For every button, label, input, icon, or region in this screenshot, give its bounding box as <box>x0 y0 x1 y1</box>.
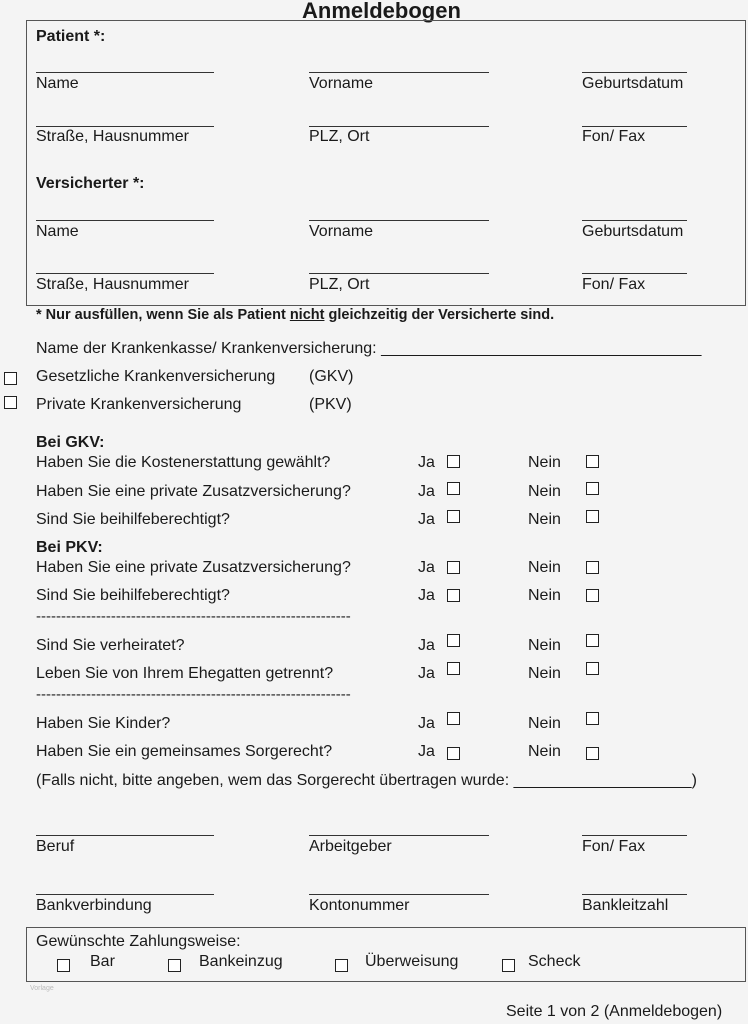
sorgerecht-note: (Falls nicht, bitte angeben, wem das Sorgerecht übertragen wurde: ____________________) <box>36 772 697 789</box>
job-fon-label: Fon/ Fax <box>582 838 646 855</box>
bankverbindung-label: Bankverbindung <box>36 897 152 914</box>
payment-ueberweisung-checkbox[interactable] <box>335 959 348 972</box>
gkv-q3-no-checkbox[interactable] <box>586 510 599 523</box>
versicherter-fon-label: Fon/ Fax <box>582 276 646 293</box>
yes-label: Ja <box>418 454 435 471</box>
page-title: Anmeldebogen <box>302 0 461 23</box>
family-question-1: Sind Sie verheiratet? <box>36 637 185 654</box>
family-q2-yes-checkbox[interactable] <box>447 662 460 675</box>
versicherter-geburtsdatum-line[interactable] <box>582 220 687 221</box>
page-footer: Seite 1 von 2 (Anmeldebogen) <box>506 1003 723 1020</box>
patient-vorname-line[interactable] <box>309 72 489 73</box>
patient-geburtsdatum-label: Geburtsdatum <box>582 75 684 92</box>
patient-name-line[interactable] <box>36 72 214 73</box>
family-q2-no-checkbox[interactable] <box>586 662 599 675</box>
kontonummer-label: Kontonummer <box>309 897 410 914</box>
gkv-option-abbr: (GKV) <box>309 368 354 385</box>
pkv-checkbox[interactable] <box>4 396 17 409</box>
footnote-before: * Nur ausfüllen, wenn Sie als Patient <box>36 307 290 323</box>
gkv-heading: Bei GKV: <box>36 434 105 451</box>
versicherter-strasse-label: Straße, Hausnummer <box>36 276 189 293</box>
versicherter-strasse-line[interactable] <box>36 273 214 274</box>
yes-label: Ja <box>418 587 435 604</box>
no-label: Nein <box>528 665 561 682</box>
no-label: Nein <box>528 715 561 732</box>
pkv-q2-yes-checkbox[interactable] <box>447 589 460 602</box>
patient-strasse-label: Straße, Hausnummer <box>36 128 189 145</box>
arbeitgeber-line[interactable] <box>309 835 489 836</box>
no-label: Nein <box>528 559 561 576</box>
arbeitgeber-label: Arbeitgeber <box>309 838 392 855</box>
patient-geburtsdatum-line[interactable] <box>582 72 687 73</box>
gkv-option-label: Gesetzliche Krankenversicherung <box>36 368 276 385</box>
yes-label: Ja <box>418 743 435 760</box>
payment-bankeinzug-label: Bankeinzug <box>199 953 283 970</box>
versicherter-vorname-line[interactable] <box>309 220 489 221</box>
krankenkasse-label: Name der Krankenkasse/ Krankenversicherung: ____________________________________ <box>36 340 702 357</box>
gkv-q2-yes-checkbox[interactable] <box>447 482 460 495</box>
yes-label: Ja <box>418 483 435 500</box>
yes-label: Ja <box>418 715 435 732</box>
gkv-q2-no-checkbox[interactable] <box>586 482 599 495</box>
gkv-q3-yes-checkbox[interactable] <box>447 510 460 523</box>
versicherter-name-label: Name <box>36 223 79 240</box>
children-q2-no-checkbox[interactable] <box>586 747 599 760</box>
no-label: Nein <box>528 511 561 528</box>
patient-fon-label: Fon/ Fax <box>582 128 646 145</box>
patient-vorname-label: Vorname <box>309 75 374 92</box>
personal-data-box <box>26 20 746 306</box>
beruf-line[interactable] <box>36 835 214 836</box>
yes-label: Ja <box>418 559 435 576</box>
payment-bar-label: Bar <box>90 953 115 970</box>
pkv-q2-no-checkbox[interactable] <box>586 589 599 602</box>
pkv-q1-yes-checkbox[interactable] <box>447 561 460 574</box>
kontonummer-line[interactable] <box>309 894 489 895</box>
pkv-question-2: Sind Sie beihilfeberechtigt? <box>36 587 230 604</box>
bankverbindung-line[interactable] <box>36 894 214 895</box>
patient-fon-line[interactable] <box>582 126 687 127</box>
versicherter-name-line[interactable] <box>36 220 214 221</box>
patient-heading: Patient *: <box>36 28 106 45</box>
yes-label: Ja <box>418 637 435 654</box>
separator-2: --------------------------------------------------------------- <box>36 686 351 703</box>
children-q1-no-checkbox[interactable] <box>586 712 599 725</box>
versicherter-plz-line[interactable] <box>309 273 489 274</box>
payment-bar-checkbox[interactable] <box>57 959 70 972</box>
no-label: Nein <box>528 587 561 604</box>
bankleitzahl-label: Bankleitzahl <box>582 897 669 914</box>
children-question-1: Haben Sie Kinder? <box>36 715 171 732</box>
family-q1-no-checkbox[interactable] <box>586 634 599 647</box>
footnote <box>36 307 554 323</box>
patient-plz-line[interactable] <box>309 126 489 127</box>
footnote-underlined: nicht <box>289 307 325 323</box>
versicherter-fon-line[interactable] <box>582 273 687 274</box>
patient-strasse-line[interactable] <box>36 126 214 127</box>
patient-name-label: Name <box>36 75 79 92</box>
children-q1-yes-checkbox[interactable] <box>447 712 460 725</box>
gkv-q1-no-checkbox[interactable] <box>586 455 599 468</box>
separator-1: --------------------------------------------------------------- <box>36 608 351 625</box>
versicherter-vorname-label: Vorname <box>309 223 374 240</box>
pkv-question-1: Haben Sie eine private Zusatzversicherung? <box>36 559 351 576</box>
versicherter-heading: Versicherter *: <box>36 175 145 192</box>
gkv-question-1: Haben Sie die Kostenerstattung gewählt? <box>36 454 331 471</box>
payment-ueberweisung-label: Überweisung <box>365 953 459 970</box>
children-question-2: Haben Sie ein gemeinsames Sorgerecht? <box>36 743 333 760</box>
tiny-mark: Vorlage <box>30 985 54 992</box>
payment-scheck-checkbox[interactable] <box>502 959 515 972</box>
versicherter-plz-label: PLZ, Ort <box>309 276 370 293</box>
versicherter-geburtsdatum-label: Geburtsdatum <box>582 223 684 240</box>
gkv-checkbox[interactable] <box>4 372 17 385</box>
pkv-option-abbr: (PKV) <box>309 396 352 413</box>
pkv-option-label: Private Krankenversicherung <box>36 396 242 413</box>
yes-label: Ja <box>418 511 435 528</box>
family-q1-yes-checkbox[interactable] <box>447 634 460 647</box>
gkv-q1-yes-checkbox[interactable] <box>447 455 460 468</box>
job-fon-line[interactable] <box>582 835 687 836</box>
gkv-question-2: Haben Sie eine private Zusatzversicherung? <box>36 483 351 500</box>
children-q2-yes-checkbox[interactable] <box>447 747 460 760</box>
payment-heading: Gewünschte Zahlungsweise: <box>36 933 241 950</box>
payment-bankeinzug-checkbox[interactable] <box>168 959 181 972</box>
no-label: Nein <box>528 637 561 654</box>
no-label: Nein <box>528 483 561 500</box>
no-label: Nein <box>528 743 561 760</box>
pkv-q1-no-checkbox[interactable] <box>586 561 599 574</box>
pkv-heading: Bei PKV: <box>36 539 103 556</box>
family-question-2: Leben Sie von Ihrem Ehegatten getrennt? <box>36 665 334 682</box>
bankleitzahl-line[interactable] <box>582 894 687 895</box>
payment-scheck-label: Scheck <box>528 953 581 970</box>
beruf-label: Beruf <box>36 838 75 855</box>
yes-label: Ja <box>418 665 435 682</box>
patient-plz-label: PLZ, Ort <box>309 128 370 145</box>
no-label: Nein <box>528 454 561 471</box>
footnote-after: gleichzeitig der Versicherte sind. <box>324 307 555 323</box>
gkv-question-3: Sind Sie beihilfeberechtigt? <box>36 511 230 528</box>
